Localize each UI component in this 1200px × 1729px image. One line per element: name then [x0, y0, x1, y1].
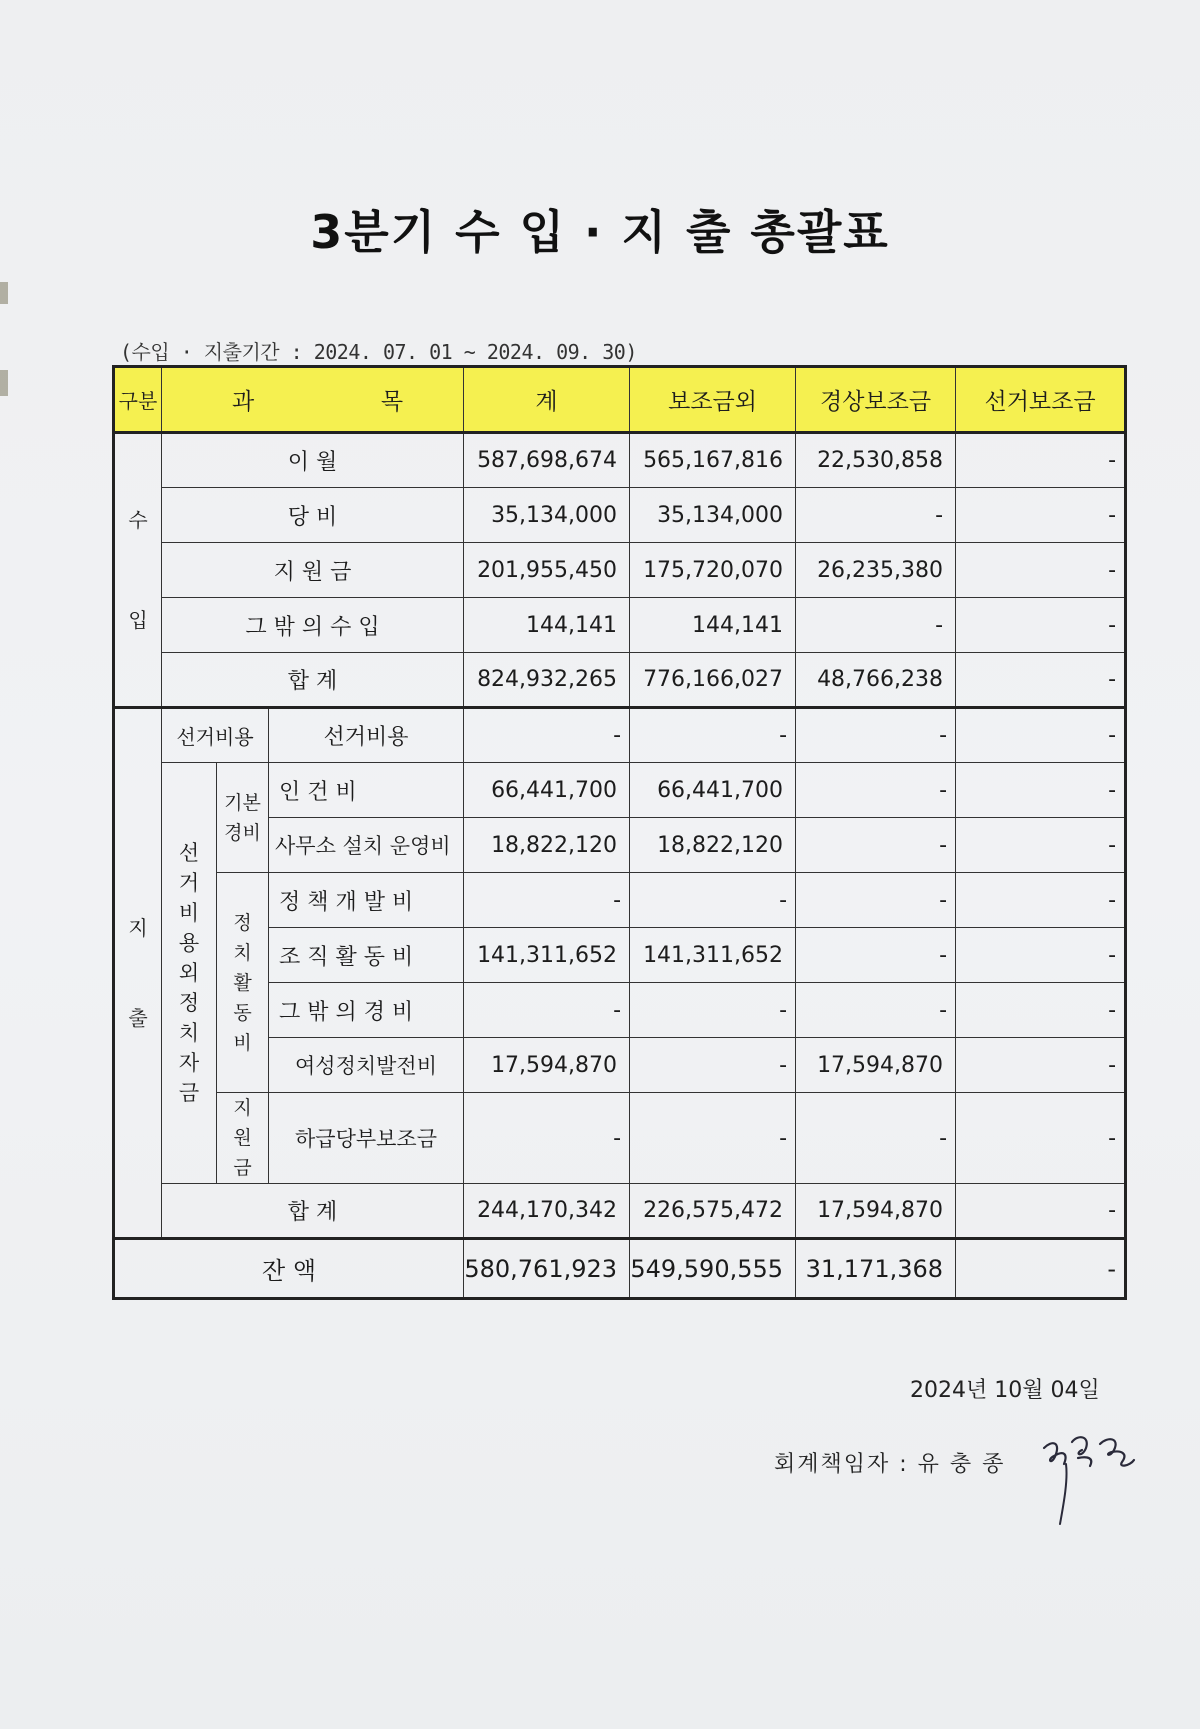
expense-non-subsidy: 18,822,120: [630, 818, 796, 873]
income-ordinary: 22,530,858: [796, 433, 956, 488]
expense-election: -: [956, 708, 1126, 763]
expense-non-subsidy: 66,441,700: [630, 763, 796, 818]
summary-table: [112, 365, 1127, 1300]
header-total: 계: [464, 367, 630, 433]
expense-row: [114, 873, 1126, 928]
election-cost-group: 선거비용: [162, 708, 269, 763]
income-row: [114, 543, 1126, 598]
header-ordinary-subsidy: 경상보조금: [796, 367, 956, 433]
expense-label: 여성정치발전비: [269, 1038, 464, 1093]
expense-total: 18,822,120: [464, 818, 630, 873]
income-election: -: [956, 543, 1126, 598]
income-non-subsidy: 35,134,000: [630, 488, 796, 543]
header-row: [114, 367, 1126, 433]
income-non-subsidy: 144,141: [630, 598, 796, 653]
expense-ordinary: -: [796, 763, 956, 818]
expense-ordinary: -: [796, 983, 956, 1038]
expense-ordinary: -: [796, 818, 956, 873]
political-activity-group-label: 정치활동비: [217, 873, 269, 1093]
income-sum-non-subsidy: 776,166,027: [630, 653, 796, 708]
income-ordinary: -: [796, 488, 956, 543]
basic-cost-group-label: 기본경비: [217, 763, 269, 873]
expense-label: 정 책 개 발 비: [269, 873, 464, 928]
expense-row: [114, 763, 1126, 818]
income-label: 그 밖 의 수 입: [162, 598, 464, 653]
expense-row: [114, 708, 1126, 763]
expense-non-subsidy: -: [630, 983, 796, 1038]
expense-sum-total: 244,170,342: [464, 1184, 630, 1239]
balance-ordinary: 31,171,368: [796, 1239, 956, 1299]
expense-sum-election: -: [956, 1184, 1126, 1239]
income-election: -: [956, 433, 1126, 488]
handwritten-signature: [1038, 1420, 1168, 1530]
expense-ordinary: -: [796, 708, 956, 763]
expense-ordinary: 17,594,870: [796, 1038, 956, 1093]
income-label: 이 월: [162, 433, 464, 488]
income-ordinary: 26,235,380: [796, 543, 956, 598]
expense-non-subsidy: 141,311,652: [630, 928, 796, 983]
expense-non-subsidy: -: [630, 1038, 796, 1093]
balance-non-subsidy: 549,590,555: [630, 1239, 796, 1299]
income-row: [114, 433, 1126, 488]
expense-label: 하급당부보조금: [269, 1093, 464, 1184]
expense-row: [114, 1093, 1126, 1184]
income-total: 201,955,450: [464, 543, 630, 598]
expense-label: 사무소 설치 운영비: [269, 818, 464, 873]
expense-total: -: [464, 1093, 630, 1184]
expense-election: -: [956, 983, 1126, 1038]
expense-sum-row: [114, 1184, 1126, 1239]
scan-edge-mark: [0, 282, 8, 304]
expense-election: -: [956, 763, 1126, 818]
scan-edge-mark: [0, 370, 8, 396]
income-sum-label: 합 계: [162, 653, 464, 708]
expense-election: -: [956, 873, 1126, 928]
expense-total: -: [464, 708, 630, 763]
non-election-group-label: 선거비용외 정치자금: [162, 763, 217, 1184]
expense-label: 조 직 활 동 비: [269, 928, 464, 983]
income-sum-total: 824,932,265: [464, 653, 630, 708]
expense-non-subsidy: -: [630, 708, 796, 763]
document-date: 2024년 10월 04일: [910, 1378, 1100, 1403]
income-sum-row: [114, 653, 1126, 708]
income-election: -: [956, 488, 1126, 543]
header-category: 구분: [114, 367, 162, 433]
expense-total: 17,594,870: [464, 1038, 630, 1093]
expense-election: -: [956, 1038, 1126, 1093]
expense-total: 66,441,700: [464, 763, 630, 818]
expense-ordinary: -: [796, 1093, 956, 1184]
income-total: 587,698,674: [464, 433, 630, 488]
income-sum-election: -: [956, 653, 1126, 708]
income-sum-ordinary: 48,766,238: [796, 653, 956, 708]
income-total: 144,141: [464, 598, 630, 653]
income-non-subsidy: 565,167,816: [630, 433, 796, 488]
balance-total: 580,761,923: [464, 1239, 630, 1299]
expense-election: -: [956, 1093, 1126, 1184]
accountant-signer: 회계책임자 : 유 충 종: [774, 1452, 1006, 1477]
balance-row: [114, 1239, 1126, 1299]
income-total: 35,134,000: [464, 488, 630, 543]
income-election: -: [956, 598, 1126, 653]
period-label: (수입 · 지출기간 : 2024. 07. 01 ~ 2024. 09. 30): [120, 340, 637, 364]
income-non-subsidy: 175,720,070: [630, 543, 796, 598]
expense-sum-label: 합 계: [162, 1184, 464, 1239]
header-election-subsidy: 선거보조금: [956, 367, 1126, 433]
income-row: [114, 488, 1126, 543]
income-row: [114, 598, 1126, 653]
header-item: 과 목: [162, 367, 464, 433]
income-ordinary: -: [796, 598, 956, 653]
expense-total: 141,311,652: [464, 928, 630, 983]
expense-label: 그 밖 의 경 비: [269, 983, 464, 1038]
expense-ordinary: -: [796, 873, 956, 928]
header-non-subsidy: 보조금외: [630, 367, 796, 433]
income-label: 지 원 금: [162, 543, 464, 598]
expense-ordinary: -: [796, 928, 956, 983]
income-label: 당 비: [162, 488, 464, 543]
expense-total: -: [464, 983, 630, 1038]
expense-sum-non-subsidy: 226,575,472: [630, 1184, 796, 1239]
expense-label: 인 건 비: [269, 763, 464, 818]
document-title: 3분기 수 입 · 지 출 총괄표: [310, 205, 890, 259]
income-group-label: 수 입: [114, 433, 162, 708]
expense-non-subsidy: -: [630, 1093, 796, 1184]
balance-election: -: [956, 1239, 1126, 1299]
balance-label: 잔 액: [114, 1239, 464, 1299]
support-group-label: 지원금: [217, 1093, 269, 1184]
election-cost-label: 선거비용: [269, 708, 464, 763]
expense-non-subsidy: -: [630, 873, 796, 928]
expense-election: -: [956, 818, 1126, 873]
expense-total: -: [464, 873, 630, 928]
expense-election: -: [956, 928, 1126, 983]
expense-sum-ordinary: 17,594,870: [796, 1184, 956, 1239]
expense-group-label: 지 출: [114, 708, 162, 1239]
